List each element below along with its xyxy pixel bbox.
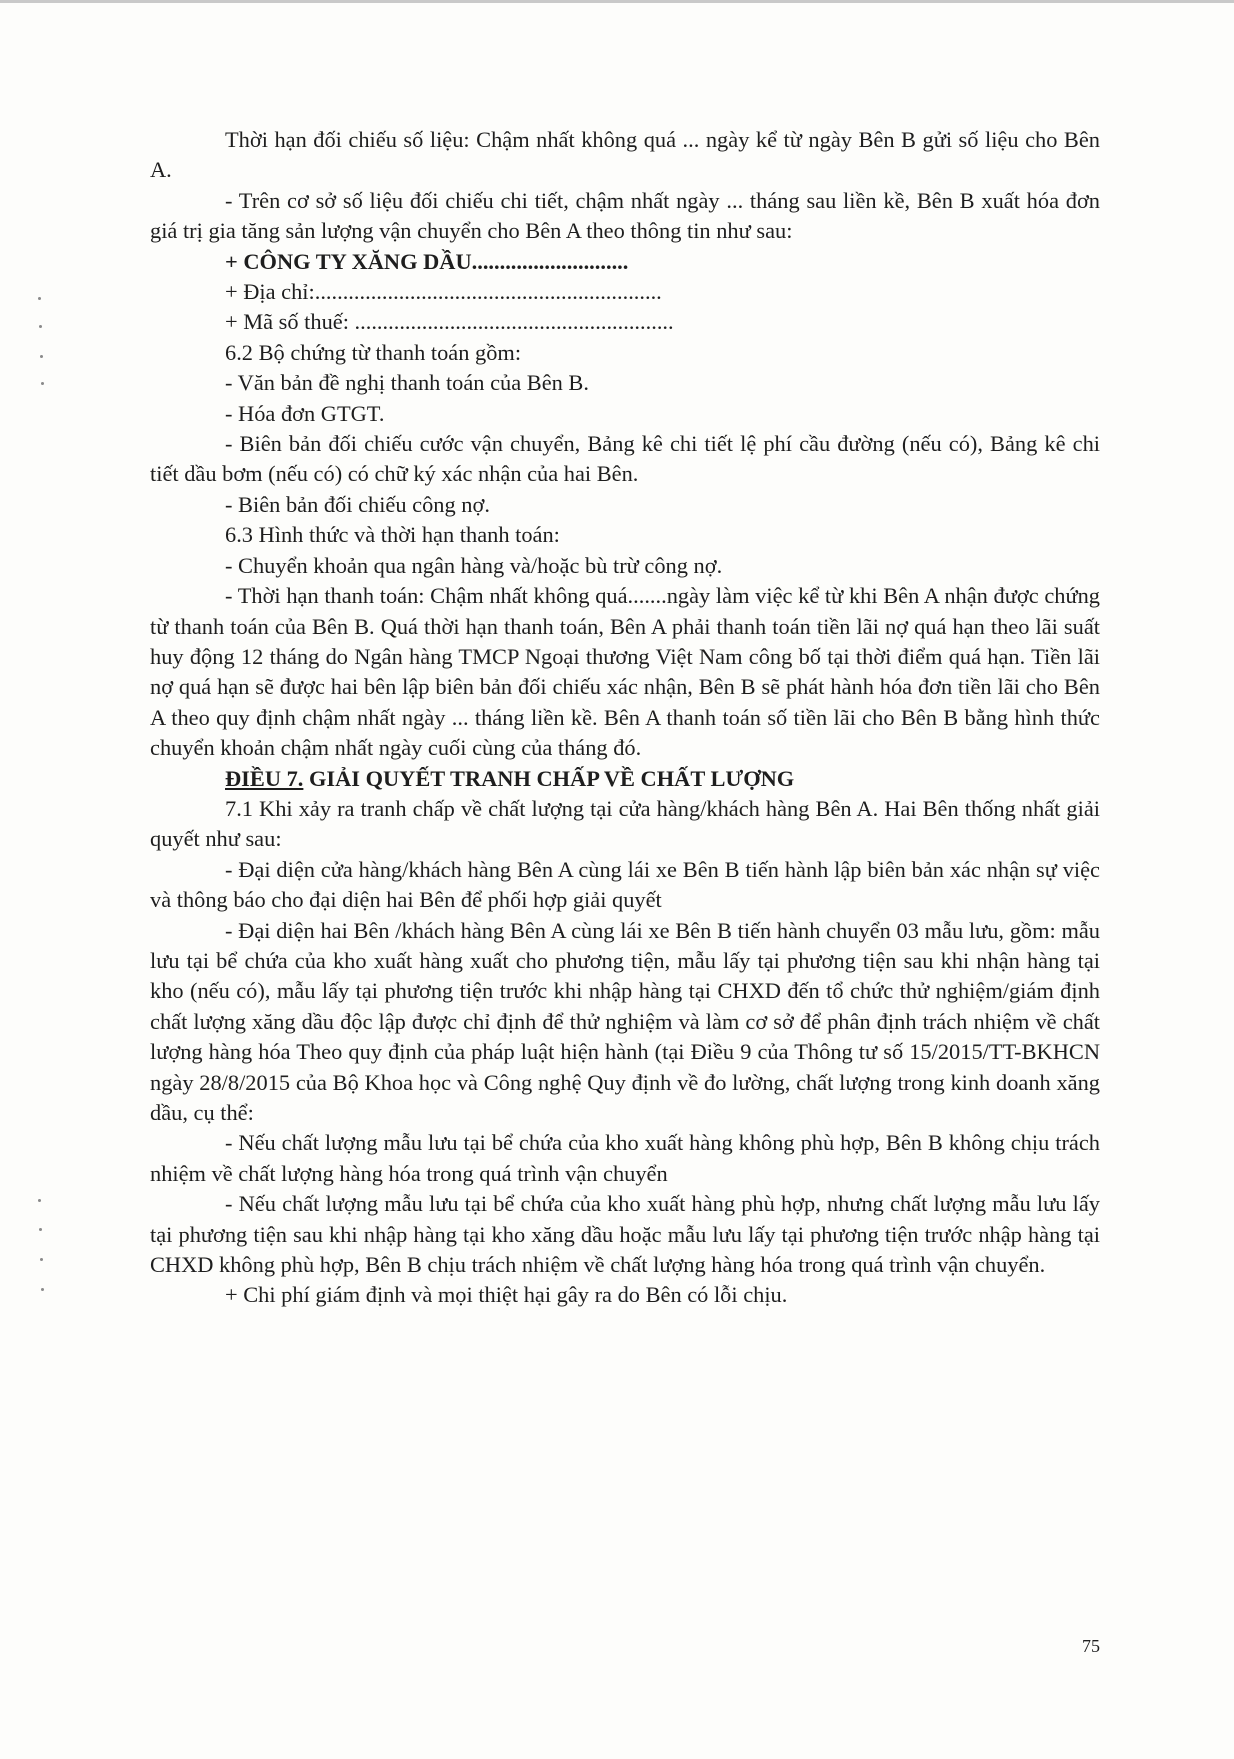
paragraph: - Thời hạn thanh toán: Chậm nhất không quá.......ngày làm việc kể từ khi Bên A nhận được chứng từ thanh toán của Bên B. Quá thời hạn thanh toán, Bên A phải thanh toán tiền lãi nợ quá hạn theo lãi suất huy động 12 tháng do Ngân hàng TMCP Ngoại thương Việt Nam công bố tại thời điểm quá hạn. Tiền lãi nợ quá hạn sẽ được hai bên lập biên bản đối chiếu xác nhận, Bên B sẽ phát hành hóa đơn tiền lãi cho Bên A theo quy định chậm nhất ngày ... tháng liền kề. Bên A thanh toán số tiền lãi cho Bên B bằng hình thức chuyển khoản chậm nhất ngày cuối cùng của tháng đó.: [150, 583, 1100, 761]
article-number: ĐIỀU 7.: [225, 765, 304, 791]
paragraph: Thời hạn đối chiếu số liệu: Chậm nhất không quá ... ngày kể từ ngày Bên B gửi số liệu cho Bên A.: [150, 127, 1100, 183]
article-heading: [150, 764, 1100, 794]
margin-mark: [38, 1199, 41, 1202]
margin-mark: [39, 325, 42, 328]
paragraph: 7.1 Khi xảy ra tranh chấp về chất lượng tại cửa hàng/khách hàng Bên A. Hai Bên thống nhất giải quyết như sau:: [150, 795, 1100, 852]
scan-top-edge: [0, 0, 1234, 3]
section-heading: 6.3 Hình thức và thời hạn thanh toán:: [225, 522, 560, 548]
section-heading: 6.2 Bộ chứng từ thanh toán gồm:: [225, 339, 522, 365]
paragraph: + Chi phí giám định và mọi thiệt hại gây ra do Bên có lỗi chịu.: [225, 1282, 788, 1308]
paragraph: - Nếu chất lượng mẫu lưu tại bể chứa của kho xuất hàng không phù hợp, Bên B không chịu trách nhiệm về chất lượng hàng hóa trong quá trình vận chuyển: [150, 1130, 1100, 1186]
margin-mark: [38, 297, 41, 300]
paragraph: - Trên cơ sở số liệu đối chiếu chi tiết, chậm nhất ngày ... tháng sau liền kề, Bên B xuất hóa đơn giá trị gia tăng sản lượng vận chuyển cho Bên A theo thông tin như sau:: [150, 187, 1100, 244]
margin-mark: [41, 382, 44, 385]
margin-mark: [39, 1228, 42, 1231]
document-body: [150, 125, 1100, 1311]
list-item: - Văn bản đề nghị thanh toán của Bên B.: [225, 370, 589, 396]
list-item: - Biên bản đối chiếu cước vận chuyển, Bảng kê chi tiết lệ phí cầu đường (nếu có), Bảng kê chi tiết dầu bơm (nếu có) có chữ ký xác nhận của hai Bên.: [150, 431, 1100, 487]
paragraph: - Đại diện hai Bên /khách hàng Bên A cùng lái xe Bên B tiến hành chuyển 03 mẫu lưu, gồm: mẫu lưu tại bể chứa của kho xuất hàng xuất cho phương tiện, mẫu lấy tại phương tiện sau khi nhận hàng tại kho (nếu có), mẫu lấy tại phương tiện trước khi nhập hàng tại CHXD đến tổ chức thử nghiệm/giám định chất lượng xăng dầu độc lập được chỉ định để thử nghiệm và làm cơ sở để phân định trách nhiệm về chất lượng hàng hóa Theo quy định của pháp luật hiện hành (tại Điều 9 của Thông tư số 15/2015/TT-BKHCN ngày 28/8/2015 của Bộ Khoa học và Công nghệ Quy định về đo lường, chất lượng trong kinh doanh xăng dầu, cụ thể:: [150, 917, 1100, 1125]
tax-code-line: + Mã số thuế: .........................................................: [225, 309, 674, 335]
margin-mark: [40, 1258, 43, 1261]
page-number: 75: [1082, 1636, 1100, 1656]
margin-mark: [41, 1288, 44, 1291]
paragraph: - Đại diện cửa hàng/khách hàng Bên A cùng lái xe Bên B tiến hành lập biên bản xác nhận sự việc và thông báo cho đại diện hai Bên để phối hợp giải quyết: [150, 856, 1100, 913]
list-item: - Biên bản đối chiếu công nợ.: [225, 491, 490, 517]
list-item: - Hóa đơn GTGT.: [225, 400, 385, 426]
margin-mark: [40, 355, 43, 358]
address-line: + Địa chỉ:..............................................................: [225, 279, 662, 305]
article-title: GIẢI QUYẾT TRANH CHẤP VỀ CHẤT LƯỢNG: [303, 765, 795, 791]
paragraph: - Nếu chất lượng mẫu lưu tại bể chứa của kho xuất hàng phù hợp, nhưng chất lượng mẫu lưu lấy tại phương tiện sau khi nhập hàng tại kho xăng dầu hoặc mẫu lưu lấy tại phương tiện trước nhập hàng tại CHXD không phù hợp, Bên B chịu trách nhiệm về chất lượng hàng hóa trong quá trình vận chuyển.: [150, 1191, 1100, 1278]
list-item: - Chuyển khoản qua ngân hàng và/hoặc bù trừ công nợ.: [225, 552, 723, 578]
company-name-line: + CÔNG TY XĂNG DẦU............................: [225, 248, 629, 274]
